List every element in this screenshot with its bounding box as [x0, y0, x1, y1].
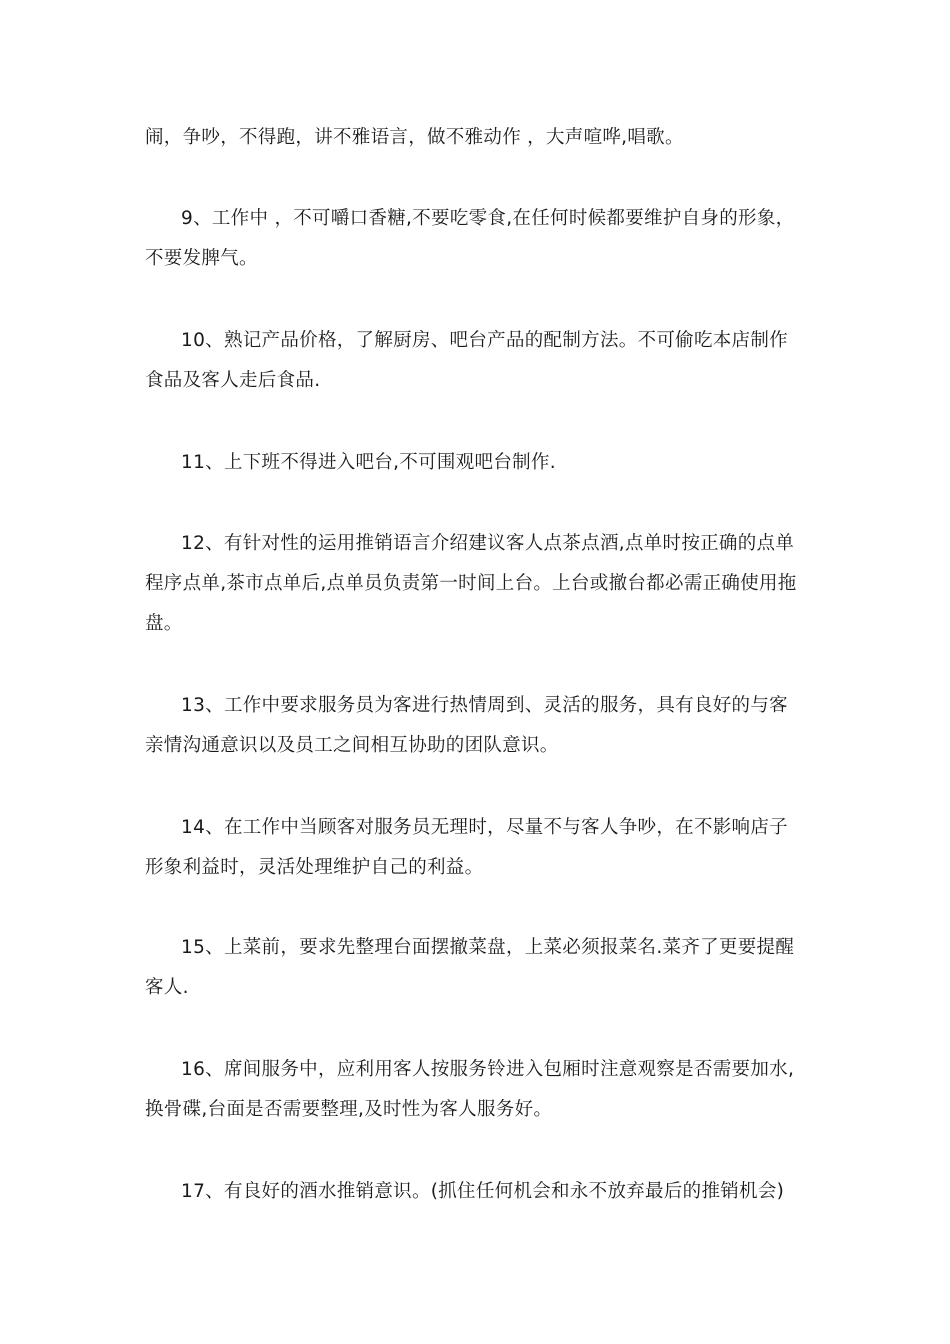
text-line: 13、工作中要求服务员为客进行热情周到、灵活的服务，具有良好的与客 — [181, 695, 788, 716]
paragraph-item-14 — [145, 808, 815, 888]
paragraph-item-16 — [145, 1050, 815, 1130]
paragraph-continuation — [145, 118, 815, 158]
text-line: 食品及客人走后食品. — [145, 370, 321, 391]
text-line: 12、有针对性的运用推销语言介绍建议客人点茶点酒,点单时按正确的点单 — [181, 533, 795, 554]
text-line: 14、在工作中当顾客对服务员无理时，尽量不与客人争吵，在不影响店子 — [181, 817, 788, 838]
text-line: 17、有良好的酒水推销意识。(抓住任何机会和永不放弃最后的推销机会) — [181, 1181, 785, 1202]
text-line: 10、熟记产品价格，了解厨房、吧台产品的配制方法。不可偷吃本店制作 — [181, 330, 788, 351]
text-line: 15、上菜前，要求先整理台面摆撤菜盘，上菜必须报菜名.菜齐了更要提醒 — [181, 937, 795, 958]
text-line: 11、上下班不得进入吧台,不可围观吧台制作. — [181, 452, 556, 473]
paragraph-item-12 — [145, 524, 815, 644]
paragraph-item-17 — [145, 1172, 815, 1212]
text-line: 盘。 — [145, 613, 183, 634]
text-line: 不要发脾气。 — [145, 248, 258, 269]
text-line: 9、工作中 ，不可嚼口香糖,不要吃零食,在任何时候都要维护自身的形象， — [181, 208, 795, 229]
text-line: 形象利益时，灵活处理维护自己的利益。 — [145, 857, 484, 878]
paragraph-item-11 — [145, 443, 815, 483]
text-line: 客人. — [145, 977, 189, 998]
text-line: 换骨碟,台面是否需要整理,及时性为客人服务好。 — [145, 1099, 553, 1120]
paragraph-item-15 — [145, 928, 815, 1008]
text-line: 亲情沟通意识以及员工之间相互协助的团队意识。 — [145, 735, 559, 756]
paragraph-item-10 — [145, 321, 815, 401]
text-line: 闹，争吵，不得跑，讲不雅语言，做不雅动作 ，大声喧哗,唱歌。 — [145, 127, 684, 148]
text-line: 程序点单,茶市点单后,点单员负责第一时间上台。上台或撤台都必需正确使用拖 — [145, 573, 797, 594]
text-line: 16、席间服务中，应利用客人按服务铃进入包厢时注意观察是否需要加水, — [181, 1059, 795, 1080]
paragraph-item-13 — [145, 686, 815, 766]
paragraph-item-9 — [145, 199, 815, 279]
